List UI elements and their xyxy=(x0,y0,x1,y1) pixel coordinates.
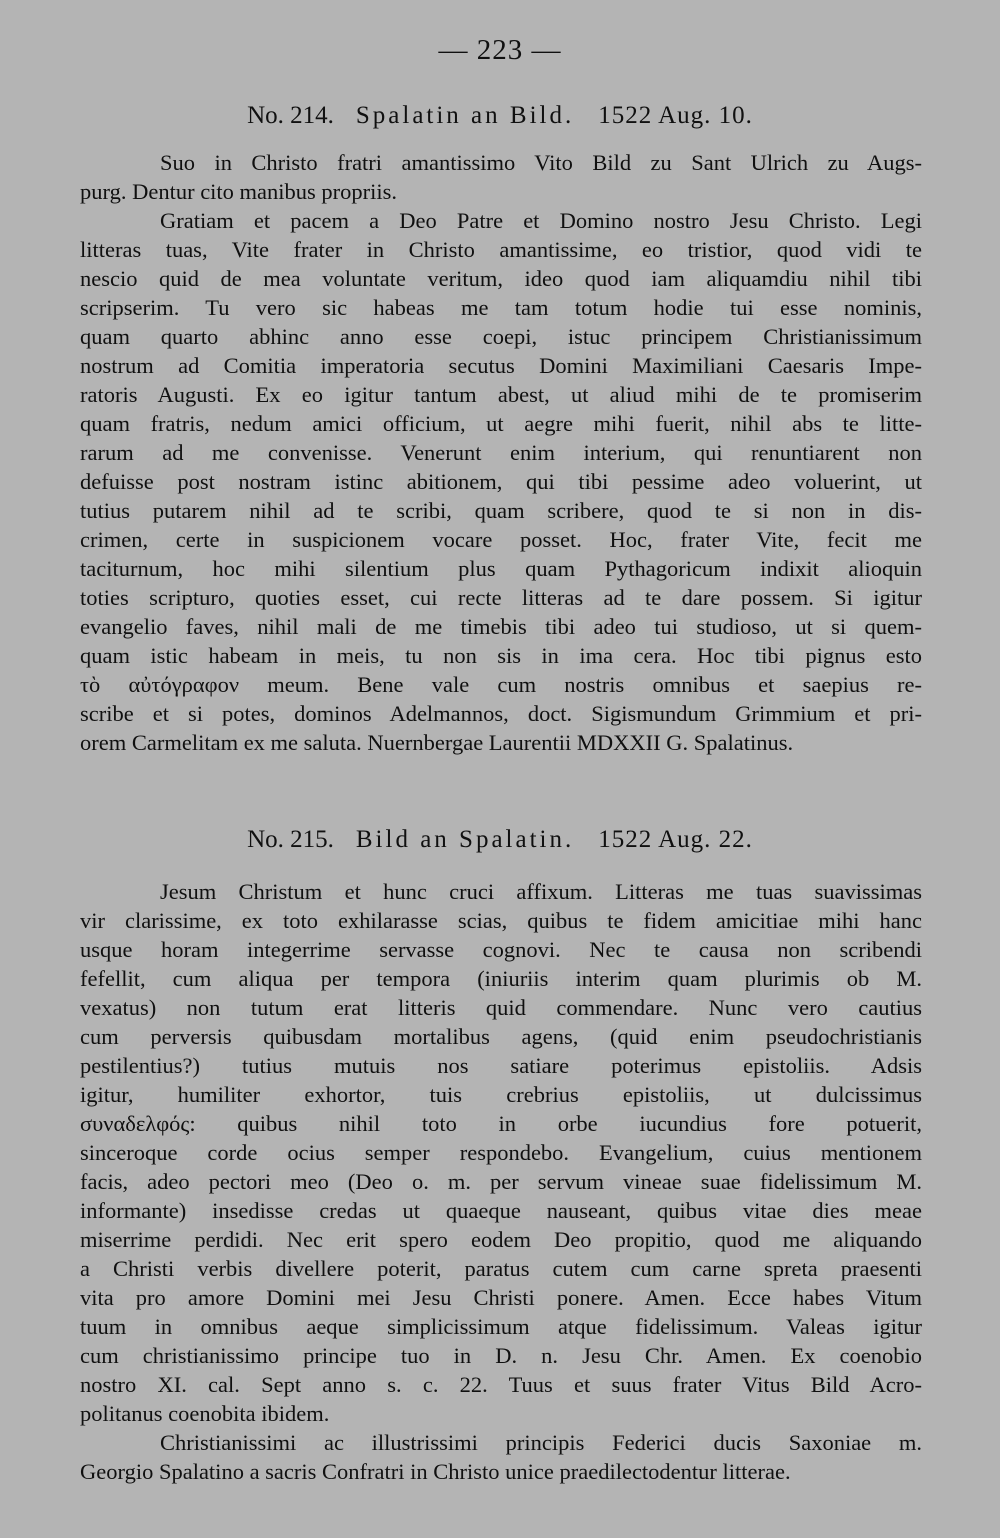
letter-date: 1522 Aug. 10. xyxy=(598,102,753,129)
letter-title: Bild an Spalatin. xyxy=(355,826,575,853)
letter-heading-215 xyxy=(0,826,1000,854)
text-line: orem Carmelitam ex me saluta. Nuernbergae Laurentii MDXXII G. Spalatinus. xyxy=(80,730,794,755)
text-line: nescio quid de mea voluntate veritum, ideo quod iam aliquamdiu nihil tibi xyxy=(80,266,922,291)
text-line: ratoris Augusti. Ex eo igitur tantum abest, ut aliud mihi de te promiserim xyxy=(80,382,922,407)
text-line: rarum ad me convenisse. Venerunt enim interium, qui renuntiarent non xyxy=(80,440,922,465)
text-line: facis, adeo pectori meo (Deo o. m. per servum vineae suae fidelissimum M. xyxy=(80,1169,922,1194)
text-line: litteras tuas, Vite frater in Christo amantissime, eo tristior, quod vidi te xyxy=(80,237,922,262)
text-line: συναδελφός: quibus nihil toto in orbe iucundius fore potuerit, xyxy=(80,1111,922,1136)
text-line: taciturnum, hoc mihi silentium plus quam Pythagoricum indixit alioquin xyxy=(80,556,922,581)
text-line: evangelio faves, nihil mali de me timebis tibi adeo tui studioso, ut si quem- xyxy=(80,614,922,639)
text-line: vexatus) non tutum erat litteris quid commendare. Nunc vero cautius xyxy=(80,995,922,1020)
text-line: Georgio Spalatino a sacris Confratri in Christo unice praedilectodentur litterae. xyxy=(80,1459,791,1484)
text-line: nostro XI. cal. Sept anno s. c. 22. Tuus et suus frater Vitus Bild Acro- xyxy=(80,1372,922,1397)
text-line: purg. Dentur cito manibus propriis. xyxy=(80,179,398,204)
text-line: a Christi verbis divellere poterit, paratus cutem cum carne spreta praesenti xyxy=(80,1256,922,1281)
letter-date: 1522 Aug. 22. xyxy=(598,826,753,853)
text-line: Suo in Christo fratri amantissimo Vito Bild zu Sant Ulrich zu Augs- xyxy=(160,150,922,175)
text-line: usque horam integerrime servasse cognovi. Nec te causa non scribendi xyxy=(80,937,922,962)
text-line: miserrime perdidi. Nec erit spero eodem Deo propitio, quod me aliquando xyxy=(80,1227,922,1252)
letter-title: Spalatin an Bild. xyxy=(355,102,575,129)
text-line: quam quarto abhinc anno esse coepi, istuc principem Christianissimum xyxy=(80,324,922,349)
text-line: τὸ αὐτόγραφον meum. Bene vale cum nostris omnibus et saepius re- xyxy=(80,672,922,697)
text-line: politanus coenobita ibidem. xyxy=(80,1401,330,1426)
text-line: informante) insedisse credas ut quaeque nauseant, quibus vitae dies meae xyxy=(80,1198,922,1223)
text-line: defuisse post nostram istinc abitionem, qui tibi pessime adeo voluerint, ut xyxy=(80,469,922,494)
letter-body-215 xyxy=(80,877,922,1486)
letter-number: No. 214. xyxy=(247,102,334,129)
letter-heading-214 xyxy=(0,102,1000,130)
text-line: scripserim. Tu vero sic habeas me tam totum hodie tui esse nominis, xyxy=(80,295,922,320)
letter-body-214 xyxy=(80,148,922,757)
letter-number: No. 215. xyxy=(247,826,334,853)
text-line: vita pro amore Domini mei Jesu Christi ponere. Amen. Ecce habes Vitum xyxy=(80,1285,922,1310)
text-line: Jesum Christum et hunc cruci affixum. Litteras me tuas suavissimas xyxy=(160,879,922,904)
text-line: vir clarissime, ex toto exhilarasse scias, quibus te fidem amicitiae mihi hanc xyxy=(80,908,922,933)
text-line: Christianissimi ac illustrissimi principis Federici ducis Saxoniae m. xyxy=(160,1430,922,1455)
text-line: cum perversis quibusdam mortalibus agens, (quid enim pseudochristianis xyxy=(80,1024,922,1049)
page-number: — 223 — xyxy=(438,34,562,66)
text-line: Gratiam et pacem a Deo Patre et Domino nostro Jesu Christo. Legi xyxy=(160,208,922,233)
text-line: fefellit, cum aliqua per tempora (iniuriis interim quam plurimis ob M. xyxy=(80,966,922,991)
text-line: igitur, humiliter exhortor, tuis crebrius epistoliis, ut dulcissimus xyxy=(80,1082,922,1107)
text-line: quam fratris, nedum amici officium, ut aegre mihi fuerit, nihil abs te litte- xyxy=(80,411,922,436)
text-line: quam istic habeam in meis, tu non sis in ima cera. Hoc tibi pignus esto xyxy=(80,643,922,668)
text-line: tuum in omnibus aeque simplicissimum atque fidelissimum. Valeas igitur xyxy=(80,1314,922,1339)
text-line: tutius putarem nihil ad te scribi, quam scribere, quod te si non in dis- xyxy=(80,498,922,523)
text-line: cum christianissimo principe tuo in D. n. Jesu Chr. Amen. Ex coenobio xyxy=(80,1343,922,1368)
text-line: toties scripturo, quoties esset, cui recte litteras ad te dare possem. Si igitur xyxy=(80,585,922,610)
text-line: scribe et si potes, dominos Adelmannos, doct. Sigismundum Grimmium et pri- xyxy=(80,701,922,726)
text-line: pestilentius?) tutius mutuis nos satiare poterimus epistoliis. Adsis xyxy=(80,1053,922,1078)
text-line: crimen, certe in suspicionem vocare posset. Hoc, frater Vite, fecit me xyxy=(80,527,922,552)
text-line: nostrum ad Comitia imperatoria secutus Domini Maximiliani Caesaris Impe- xyxy=(80,353,922,378)
text-line: sinceroque corde ocius semper respondebo. Evangelium, cuius mentionem xyxy=(80,1140,922,1165)
